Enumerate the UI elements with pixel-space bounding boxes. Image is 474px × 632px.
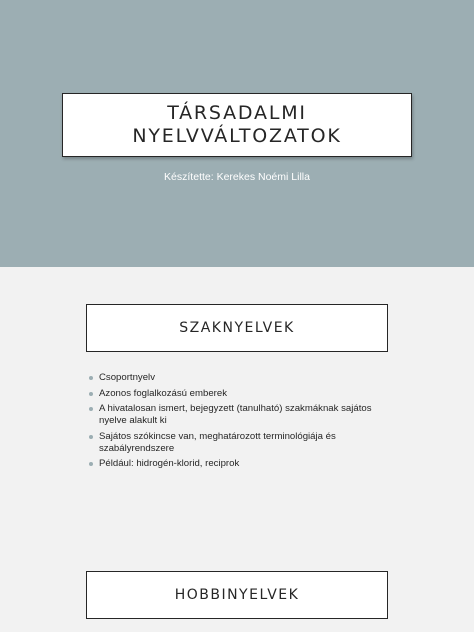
- list-item: [89, 458, 379, 470]
- bullet-dot-icon: [89, 376, 93, 380]
- list-item-text: A hivatalosan ismert, bejegyzett (tanulható) szakmáknak sajátos nyelve alakult ki: [99, 403, 372, 426]
- bullet-dot-icon: [89, 435, 93, 439]
- list-item-text: Azonos foglalkozású emberek: [99, 387, 227, 399]
- list-item: [89, 431, 379, 455]
- presentation-subtitle: Készítette: Kerekes Noémi Lilla: [164, 171, 310, 183]
- section-title-box-hobbinyelvek: [86, 571, 388, 619]
- bullet-dot-icon: [89, 392, 93, 396]
- bullet-dot-icon: [89, 462, 93, 466]
- bullet-list: [89, 372, 379, 474]
- section-title-szaknyelvek: SZAKNYELVEK: [179, 320, 295, 336]
- bullet-dot-icon: [89, 407, 93, 411]
- content-slide: [0, 267, 474, 632]
- list-item: [89, 403, 379, 427]
- list-item: [89, 388, 379, 400]
- list-item-text: Sajátos szókincse van, meghatározott terminológiája és szabályrendszere: [99, 430, 336, 454]
- list-item-text: Például: hidrogén-klorid, reciprok: [99, 458, 240, 469]
- list-item-text: Csoportnyelv: [99, 372, 155, 383]
- list-item: [89, 372, 379, 384]
- presentation-title: TÁRSADALMI NYELVVÁLTOZATOK: [132, 102, 342, 147]
- section-title-hobbinyelvek: HOBBINYELVEK: [174, 587, 300, 603]
- title-box: [62, 93, 412, 157]
- title-slide: [0, 0, 474, 267]
- section-title-box-szaknyelvek: [86, 304, 388, 352]
